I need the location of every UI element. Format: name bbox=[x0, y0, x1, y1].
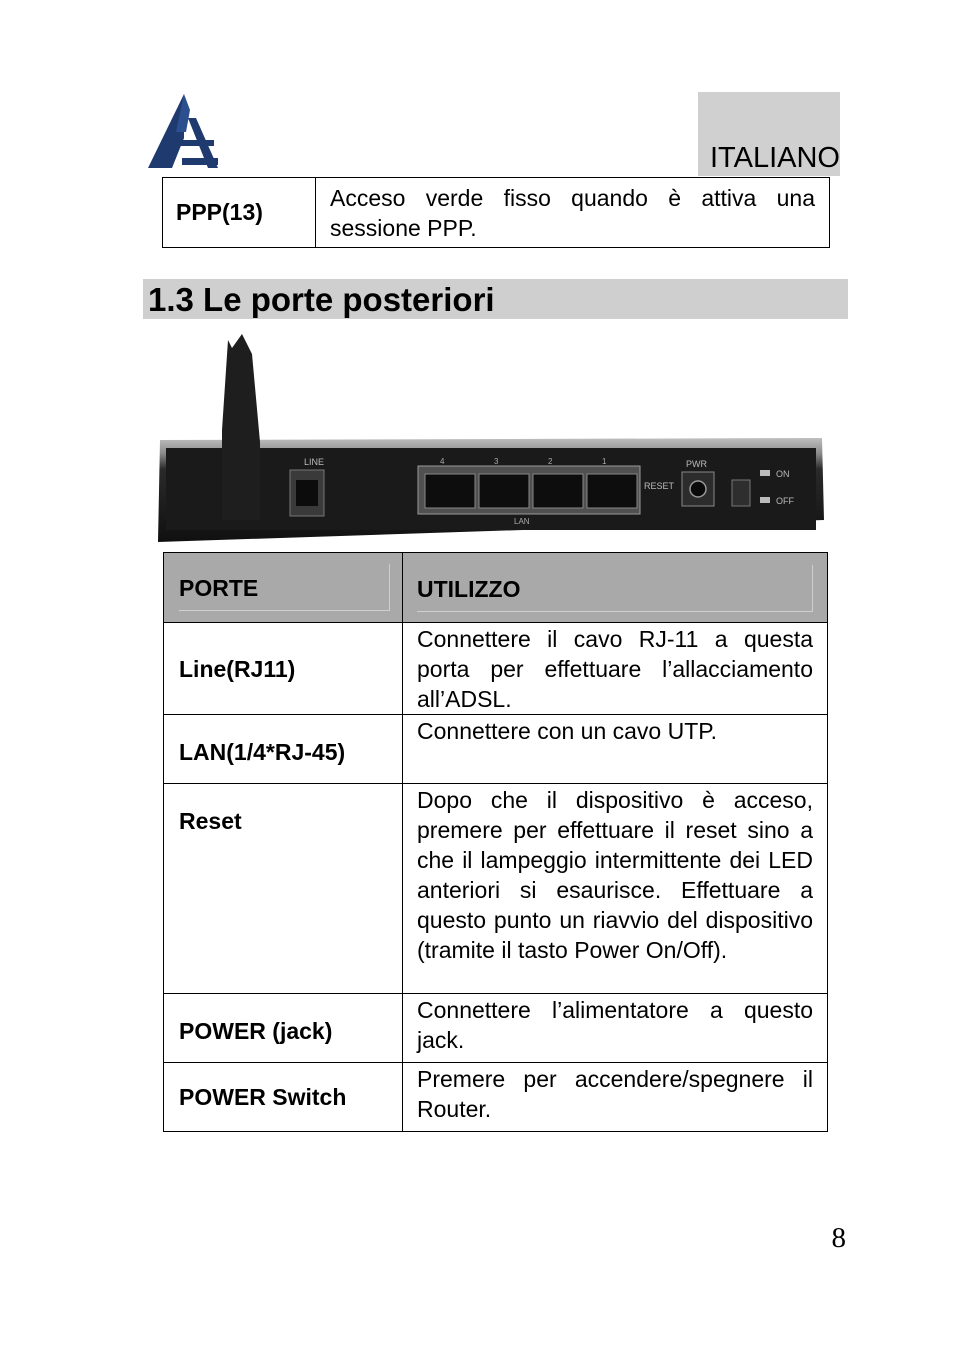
router-rear-panel-photo bbox=[148, 330, 848, 548]
port-usage: Premere per accendere/spegnere il Router. bbox=[403, 1063, 828, 1132]
table-row bbox=[164, 1063, 828, 1132]
language-label: ITALIANO bbox=[710, 142, 840, 174]
port-usage: Connettere il cavo RJ-11 a questa porta per effettuare l’allacciamento all’ADSL. bbox=[403, 623, 828, 715]
atlantis-logo-icon bbox=[146, 92, 220, 170]
ppp-description: Acceso verde fisso quando è attiva una sessione PPP. bbox=[316, 178, 830, 248]
table-row bbox=[164, 994, 828, 1063]
pwr-label: PWR bbox=[686, 459, 707, 469]
on-label: ON bbox=[776, 469, 790, 479]
line-port-label: LINE bbox=[304, 457, 325, 467]
page-number: 8 bbox=[831, 1222, 846, 1254]
header-ports: PORTE bbox=[164, 553, 403, 623]
table-header-row bbox=[164, 553, 828, 623]
port-name: Line(RJ11) bbox=[164, 623, 403, 715]
ports-table bbox=[163, 552, 828, 1132]
port-usage: Connettere l’alimentatore a questo jack. bbox=[403, 994, 828, 1063]
reset-label: RESET bbox=[644, 481, 675, 491]
lan-port-number: 3 bbox=[494, 457, 499, 466]
lan-port-number: 4 bbox=[440, 457, 445, 466]
port-usage: Dopo che il dispositivo è acceso, premere per effettuare il reset sino a che il lampeggio intermittente dei LED anteriori si esaurisce. Effettuare a questo punto un riavvio del dispositivo (tramite il tasto Power On/Off). bbox=[403, 784, 828, 994]
lan-port-label: LAN bbox=[514, 517, 530, 526]
section-title: 1.3 Le porte posteriori bbox=[148, 281, 495, 318]
port-usage: Connettere con un cavo UTP. bbox=[403, 715, 828, 784]
header-usage: UTILIZZO bbox=[403, 553, 828, 623]
lan-port-number: 2 bbox=[548, 457, 553, 466]
table-row bbox=[164, 784, 828, 994]
port-name: Reset bbox=[164, 784, 403, 994]
lan-port-number: 1 bbox=[602, 457, 607, 466]
ppp-led-table bbox=[162, 177, 830, 248]
port-name: POWER (jack) bbox=[164, 994, 403, 1063]
ppp-name: PPP(13) bbox=[163, 178, 316, 248]
table-row bbox=[164, 715, 828, 784]
port-name: LAN(1/4*RJ-45) bbox=[164, 715, 403, 784]
table-row bbox=[163, 178, 830, 248]
port-name: POWER Switch bbox=[164, 1063, 403, 1132]
table-row bbox=[164, 623, 828, 715]
off-label: OFF bbox=[776, 496, 794, 506]
